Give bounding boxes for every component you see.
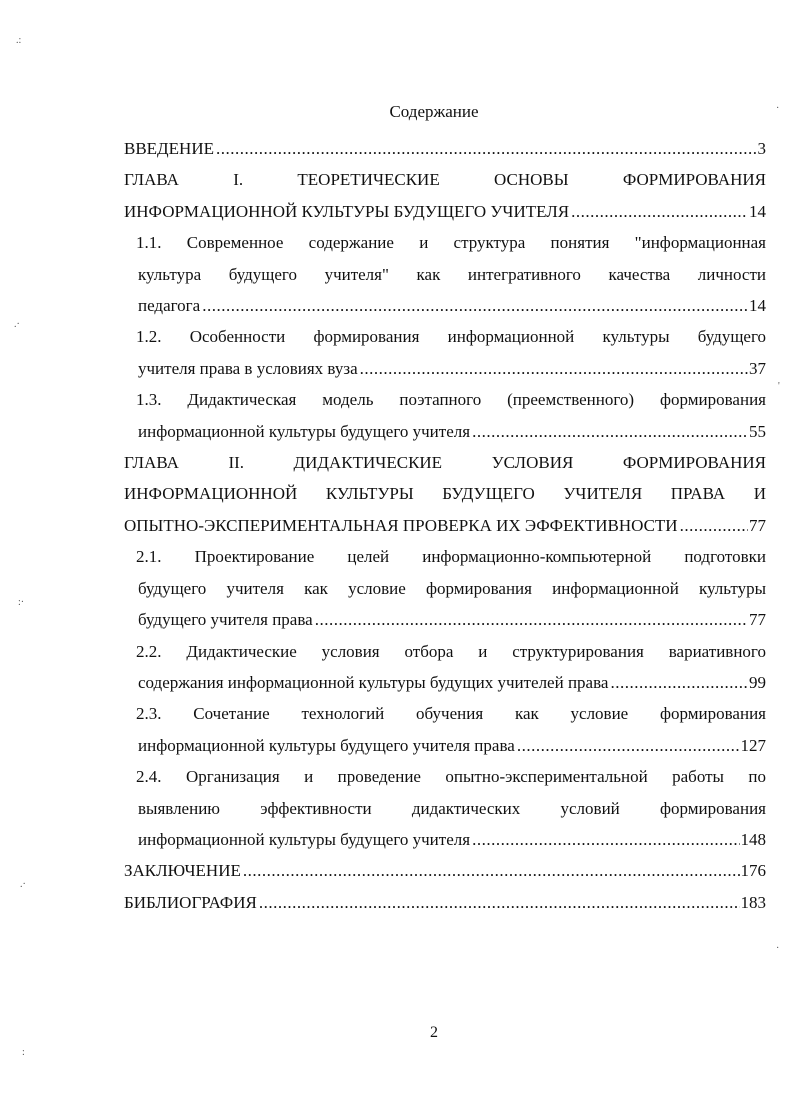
- toc-subsection[interactable]: [124, 384, 766, 447]
- toc-entry-page: 3: [757, 139, 766, 158]
- toc-chapter[interactable]: [124, 164, 766, 227]
- toc-entry-title: учителя права в условиях вуза: [138, 358, 358, 378]
- dot-leader: [472, 824, 739, 855]
- scan-speck: .·: [20, 879, 26, 890]
- toc-title: Содержание: [389, 102, 479, 121]
- toc-entry-leader-line: [124, 353, 766, 384]
- toc-entry-leader-line: [124, 887, 766, 918]
- dot-leader: [243, 855, 740, 886]
- toc-entry-leader-line: [124, 416, 766, 447]
- toc-entry-title: педагога: [138, 296, 201, 316]
- toc-entry-leader-line: [124, 824, 766, 855]
- dot-leader: [472, 416, 748, 447]
- scan-speck: ·: [776, 943, 780, 954]
- toc-entry-page: 127: [740, 735, 766, 755]
- toc-entry-page: 77: [749, 610, 766, 630]
- toc-chapter[interactable]: [124, 133, 766, 164]
- toc-entry-leader-line: [124, 855, 766, 886]
- toc-entry-leader-line: [124, 667, 766, 698]
- toc-subsection[interactable]: [124, 698, 766, 761]
- toc-entry-line: 1.3. Дидактическая модель поэтапного (преемственного) формирования: [136, 390, 766, 410]
- toc-entry-line: будущего учителя как условие формирования информационной культуры: [138, 578, 766, 598]
- toc-entry-title: ЗАКЛЮЧЕНИЕ: [124, 861, 241, 881]
- toc-entry-line: ИНФОРМАЦИОННОЙ КУЛЬТУРЫ БУДУЩЕГО УЧИТЕЛЯ ПРАВА И: [124, 484, 766, 504]
- dot-leader: [610, 667, 748, 698]
- toc-entry-page: 99: [749, 672, 766, 692]
- toc-entry-page: 55: [749, 421, 766, 441]
- toc-entry-page: 183: [740, 892, 766, 912]
- toc-entry-title: информационной культуры будущего учителя права: [138, 735, 515, 755]
- toc-entry-page: 176: [740, 861, 766, 881]
- toc-entry-line: выявлению эффективности дидактических условий формирования: [138, 798, 766, 818]
- toc-entry-leader-line: [124, 730, 766, 761]
- toc-entry-leader-line: [124, 133, 766, 164]
- toc-entry-line: 2.4. Организация и проведение опытно-экспериментальной работы по: [136, 767, 766, 787]
- dot-leader: [517, 730, 740, 761]
- toc-entry-line: культура будущего учителя" как интегративного качества личности: [138, 264, 766, 284]
- toc-entry-title: ИНФОРМАЦИОННОЙ КУЛЬТУРЫ БУДУЩЕГО УЧИТЕЛЯ: [124, 201, 570, 221]
- toc-chapter[interactable]: [124, 887, 766, 918]
- toc-entry-page: 77: [749, 515, 766, 535]
- toc-entry-page: 14: [749, 296, 766, 316]
- dot-leader: [360, 353, 748, 384]
- toc-entry-leader-line: [124, 290, 766, 321]
- toc-subsection[interactable]: [124, 761, 766, 855]
- dot-leader: [315, 604, 748, 635]
- toc-chapter[interactable]: [124, 855, 766, 886]
- toc-subsection[interactable]: [124, 227, 766, 321]
- toc-entry-title: будущего учителя права: [138, 610, 313, 630]
- scan-speck: .·: [14, 319, 20, 330]
- toc-entry-title: содержания информационной культуры будущих учителей права: [138, 672, 609, 692]
- toc-entry-title: ОПЫТНО-ЭКСПЕРИМЕНТАЛЬНАЯ ПРОВЕРКА ИХ ЭФФЕКТИВНОСТИ: [124, 515, 678, 535]
- scan-speck: ·: [776, 103, 780, 114]
- dot-leader: [680, 510, 748, 541]
- toc-entry-line: ГЛАВА II. ДИДАКТИЧЕСКИЕ УСЛОВИЯ ФОРМИРОВАНИЯ: [124, 453, 766, 473]
- toc-chapter[interactable]: [124, 447, 766, 541]
- toc-entry-page: 37: [749, 358, 766, 378]
- toc-entry-leader-line: [124, 510, 766, 541]
- dot-leader: [571, 196, 748, 227]
- toc-entry-line: ГЛАВА I. ТЕОРЕТИЧЕСКИЕ ОСНОВЫ ФОРМИРОВАНИЯ: [124, 170, 766, 190]
- toc-entry-page: 148: [740, 829, 766, 849]
- toc-entry-title: информационной культуры будущего учителя: [138, 421, 471, 441]
- table-of-contents: [124, 133, 766, 918]
- toc-subsection[interactable]: [124, 321, 766, 384]
- toc-entry-title: БИБЛИОГРАФИЯ: [124, 892, 257, 912]
- toc-entry-title: ВВЕДЕНИЕ: [124, 139, 214, 158]
- dot-leader: [259, 887, 740, 918]
- toc-entry-leader-line: [124, 604, 766, 635]
- scan-speck: .:: [16, 35, 22, 46]
- dot-leader: [202, 290, 748, 321]
- toc-subsection[interactable]: [124, 636, 766, 699]
- toc-entry-leader-line: [124, 196, 766, 227]
- page-number: 2: [430, 1024, 438, 1041]
- toc-entry-title: информационной культуры будущего учителя: [138, 829, 471, 849]
- toc-entry-line: 1.1. Современное содержание и структура понятия "информационная: [136, 233, 766, 253]
- toc-entry-line: 2.2. Дидактические условия отбора и структурирования вариативного: [136, 641, 766, 661]
- toc-entry-line: 1.2. Особенности формирования информационной культуры будущего: [136, 327, 766, 347]
- toc-entry-page: 14: [749, 201, 766, 221]
- toc-entry-line: 2.1. Проектирование целей информационно-компьютерной подготовки: [136, 547, 766, 567]
- toc-entry-line: 2.3. Сочетание технологий обучения как условие формирования: [136, 704, 766, 724]
- dot-leader: [216, 133, 757, 164]
- toc-subsection[interactable]: [124, 541, 766, 635]
- scan-speck: :: [22, 1047, 25, 1058]
- scan-speck: :·: [18, 597, 25, 608]
- scan-speck: ': [778, 381, 780, 392]
